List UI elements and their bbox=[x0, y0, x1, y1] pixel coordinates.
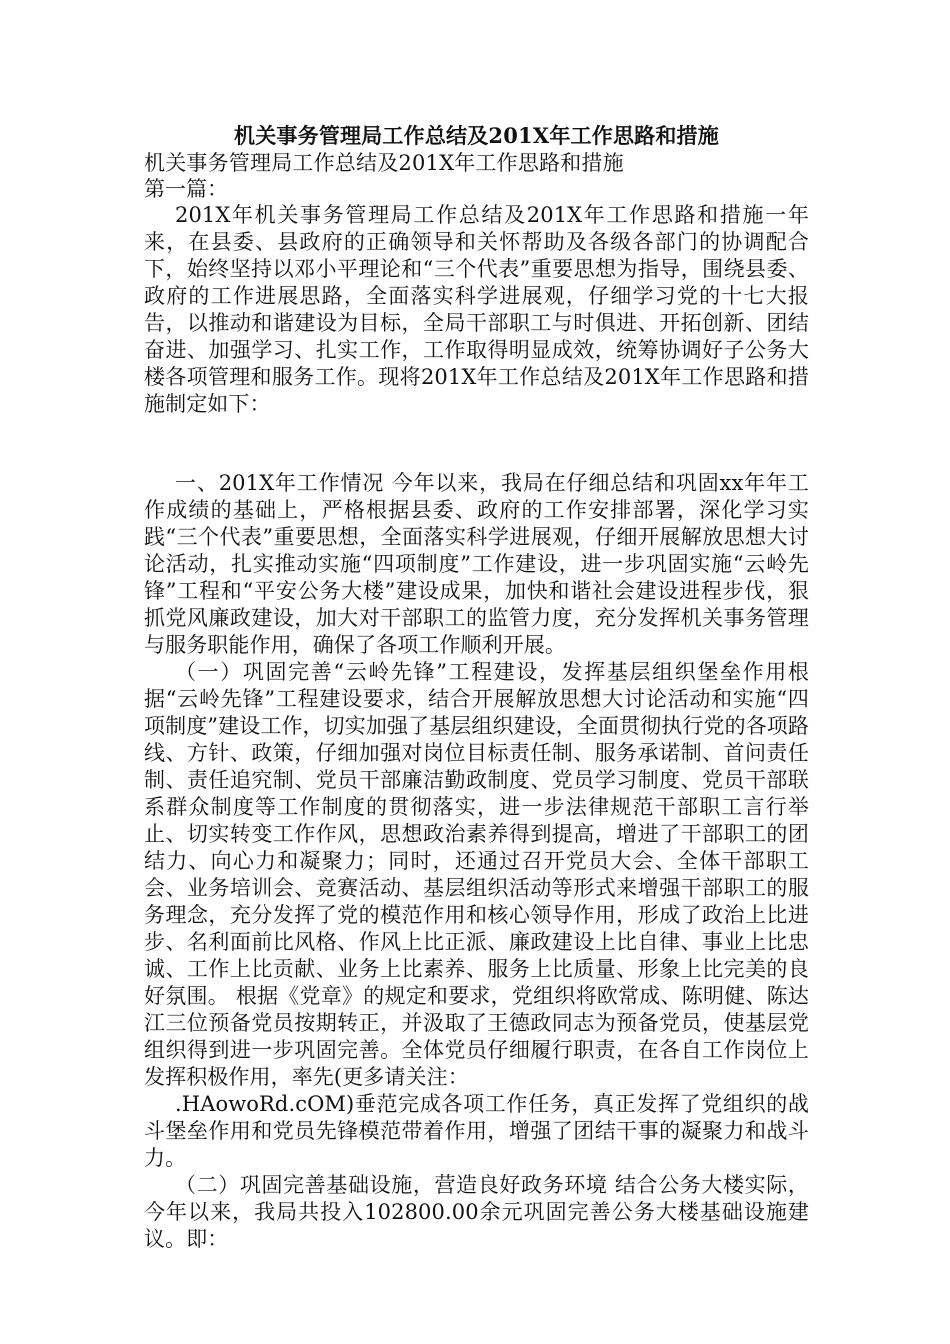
section-one-paragraph: （一）巩固完善“云岭先锋”工程建设，发挥基层组织堡垒作用根据“云岭先锋”工程建设要求，结合开展解放思想大讨论活动和实施“四项制度”建设工作，切实加强了基层组织建设，全面贯彻执行党的各项路线、方针、政策，仔细加强对岗位目标责任制、服务承诺制、首问责任制、责任追究制、党员干部廉洁勤政制度、党员学习制度、党员干部联系群众制度等工作制度的贯彻落实，进一步法律规范干部职工言行举止、切实转变工作作风，思想政治素养得到提高，增进了干部职工的团结力、向心力和凝聚力；同时，还通过召开党员大会、全体干部职工会、业务培训会、竞赛活动、基层组织活动等形式来增强干部职工的服务理念，充分发挥了党的模范作用和核心领导作用，形成了政治上比进步、名利面前比风格、作风上比正派、廉政建设上比自律、事业上比忠诚、工作上比贡献、业务上比素养、服务上比质量、形象上比完美的良好氛围。 根据《党章》的规定和要求，党组织将欧常成、陈明健、陈达江三位预备党员按期转正，并汲取了王德政同志为预备党员，使基层党组织得到进一步巩固完善。全体党员仔细履行职责，在各自工作岗位上发挥积极作用，率先(更多请关注： bbox=[144, 660, 809, 1089]
document-title: 机关事务管理局工作总结及201X年工作思路和措施 bbox=[234, 123, 719, 148]
section-label: 第一篇： bbox=[144, 177, 228, 201]
document-subtitle: 机关事务管理局工作总结及201X年工作思路和措施 bbox=[144, 151, 624, 175]
intro-paragraph: 201X年机关事务管理局工作总结及201X年工作思路和措施一年来，在县委、县政府的正确领导和关怀帮助及各级各部门的协调配合下，始终坚持以邓小平理论和“三个代表”重要思想为指导，围绕县委、政府的工作进展思路，全面落实科学进展观，仔细学习党的十七大报告，以推动和谐建设为目标，全局干部职工与时俱进、开拓创新、团结奋进、加强学习、扎实工作，工作取得明显成效，统筹协调好子公务大楼各项管理和服务工作。现将201X年工作总结及201X年工作思路和措施制定如下： bbox=[144, 203, 809, 416]
section-two-paragraph: （二）巩固完善基础设施，营造良好政务环境 结合公务大楼实际，今年以来，我局共投入102800.00余元巩固完善公务大楼基础设施建议。即： bbox=[144, 1173, 809, 1251]
work-situation-paragraph: 一、201X年工作情况 今年以来，我局在仔细总结和巩固xx年年工作成绩的基础上，严格根据县委、政府的工作安排部署，深化学习实践“三个代表”重要思想，全面落实科学进展观，仔细开展解放思想大讨论活动，扎实推动实施“四项制度”工作建设，进一步巩固实施“云岭先锋”工程和“平安公务大楼”建设成果，加快和谐社会建设进程步伐，狠抓党风廉政建设，加大对干部职工的监管力度，充分发挥机关事务管理与服务职能作用，确保了各项工作顺利开展。 bbox=[144, 471, 809, 657]
continuation-paragraph: .HAowoRd.cOM)垂范完成各项工作任务，真正发挥了党组织的战斗堡垒作用和党员先锋模范带着作用，增强了团结干事的凝聚力和战斗力。 bbox=[144, 1092, 809, 1170]
document-body bbox=[144, 122, 809, 1253]
paragraph-gap bbox=[144, 418, 809, 470]
